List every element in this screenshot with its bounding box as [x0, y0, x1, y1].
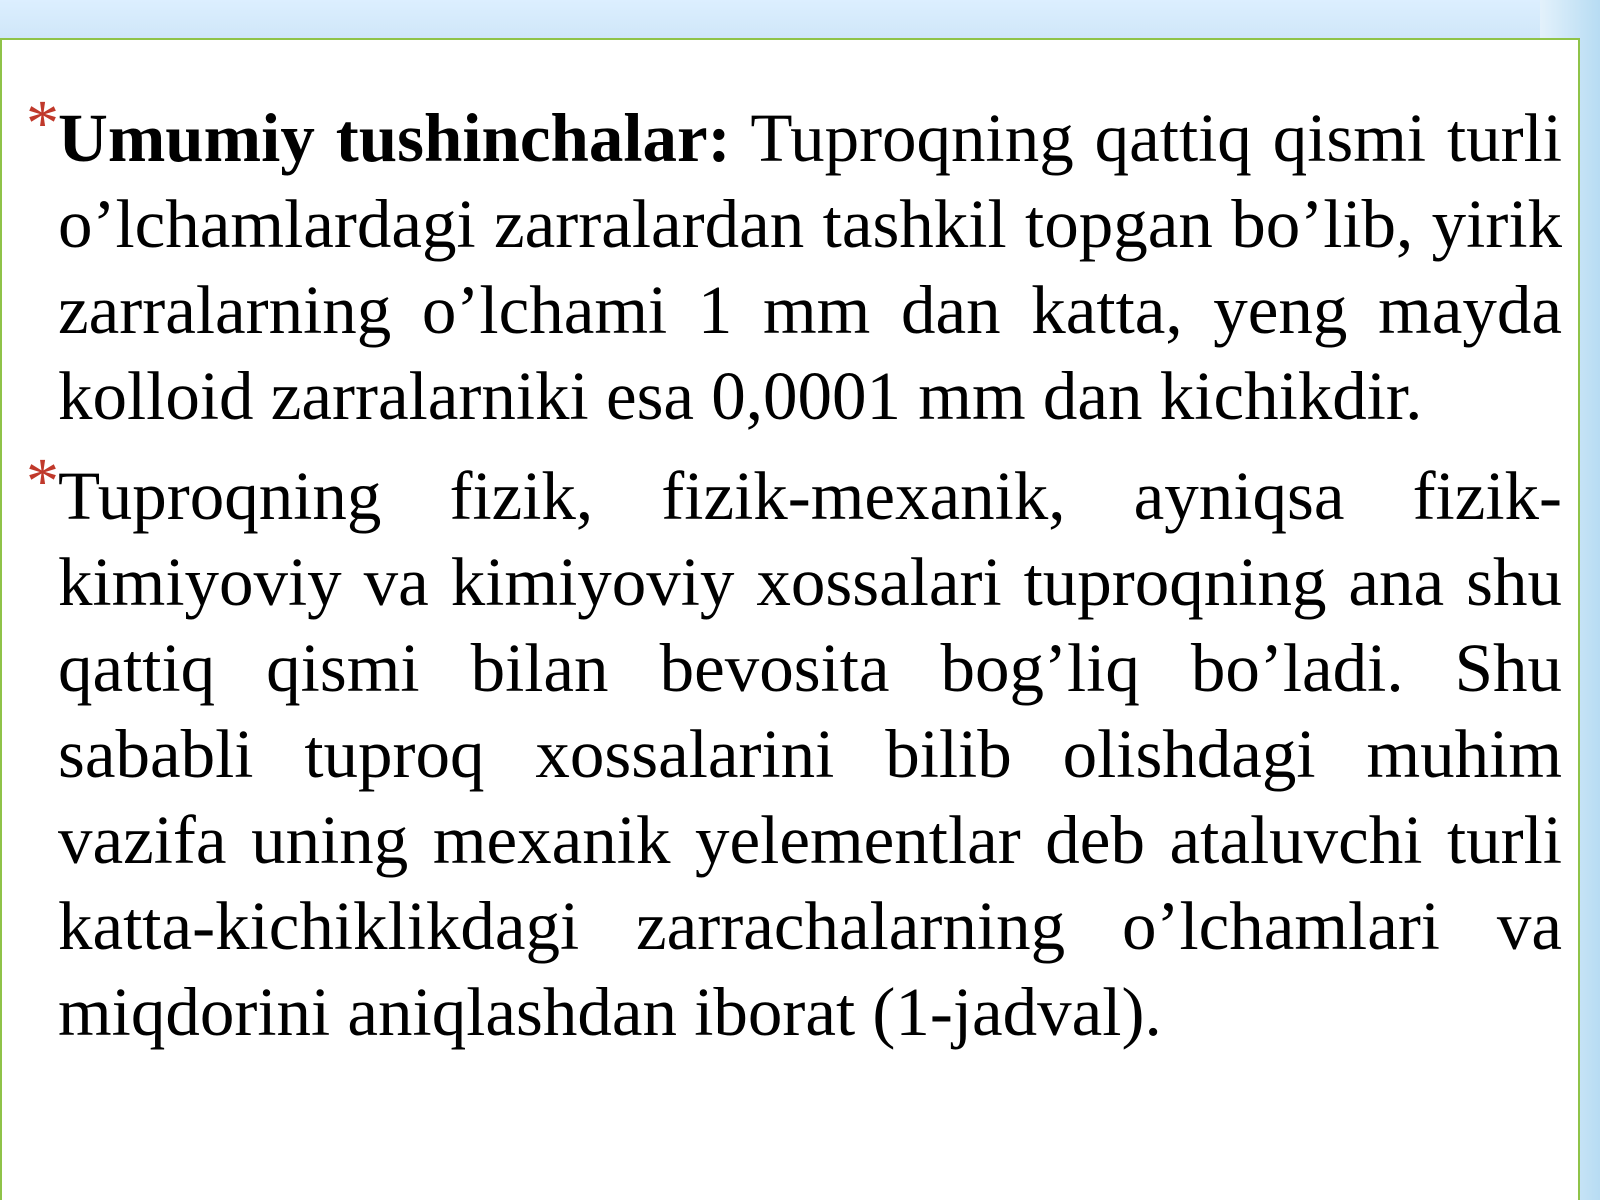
paragraph-general-concepts	[26, 87, 1562, 439]
content-card	[0, 38, 1580, 1200]
paragraph-text: Tuproqning qattiq qismi turli o’lchamlardagi zarralardan tashkil topgan bo’lib, yirik zarralarning o’lchami 1 mm dan katta, yeng mayda kolloid zarralarniki esa 0,0001 mm dan kichikdir.	[58, 100, 1562, 434]
paragraph-heading: Umumiy tushinchalar:	[58, 100, 731, 176]
asterisk-bullet-icon: *	[26, 87, 59, 160]
slide-content	[26, 87, 1562, 1055]
asterisk-bullet-icon: *	[26, 445, 59, 518]
paragraph-text: Tuproqning fizik, fizik-mexanik, ayniqsa fizik-kimiyoviy va kimiyoviy xossalari tuproqning ana shu qattiq qismi bilan bevosita bog’liq bo’ladi. Shu sababli tuproq xossalarini bilib olishdagi muhim vazifa uning mexanik yelementlar deb ataluvchi turli katta-kichiklikdagi zarrachalarning o’lchamlari va miqdorini aniqlashdan iborat (1-jadval).	[58, 458, 1562, 1050]
paragraph-soil-properties	[26, 445, 1562, 1055]
